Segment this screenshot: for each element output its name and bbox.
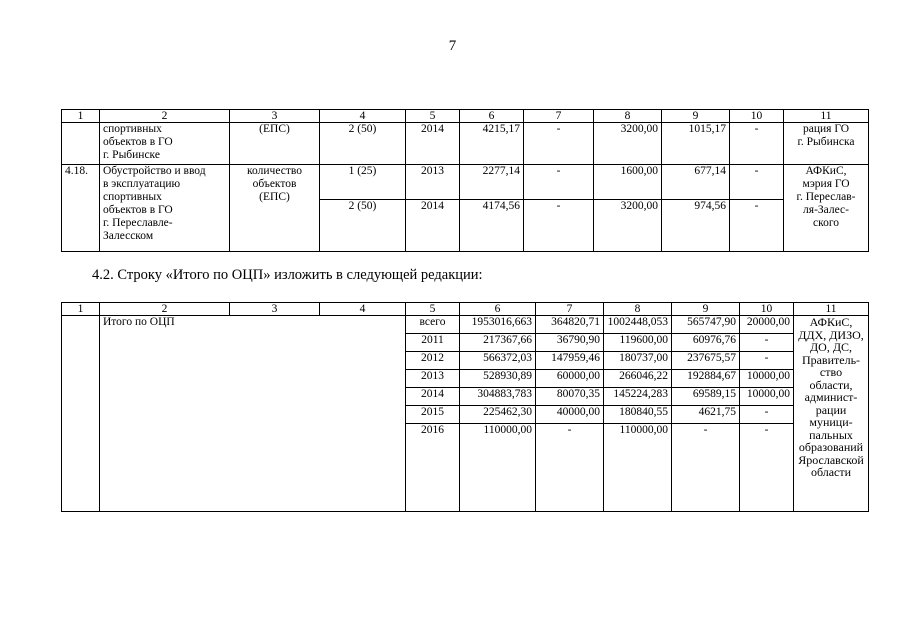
- other-cell: 10000,00: [740, 370, 794, 388]
- total-cell: 225462,30: [460, 406, 536, 424]
- municipal-cell: -: [672, 424, 740, 442]
- year-cell: 2015: [406, 406, 460, 424]
- header-cell: 11: [794, 303, 869, 316]
- municipal-cell: 974,56: [662, 200, 730, 252]
- header-cell: 2: [100, 303, 230, 316]
- regional-cell: 3200,00: [594, 123, 662, 165]
- municipal-cell: 60976,76: [672, 334, 740, 352]
- header-cell: 3: [230, 303, 320, 316]
- executor-cell: АФКиС, мэрия ГО г. Переслав- ля-Залес- ского: [784, 164, 869, 251]
- header-cell: 7: [536, 303, 604, 316]
- year-cell: 2014: [406, 123, 460, 165]
- table-header-row: [62, 110, 869, 123]
- federal-cell: -: [524, 200, 594, 252]
- municipal-cell: 677,14: [662, 164, 730, 200]
- row-number-cell: [62, 123, 100, 165]
- header-cell: 6: [460, 303, 536, 316]
- program-table-continuation: [61, 109, 869, 252]
- other-cell: -: [730, 164, 784, 200]
- other-cell: -: [740, 406, 794, 424]
- other-cell: -: [740, 334, 794, 352]
- other-cell: -: [740, 424, 794, 442]
- quantity-cell: 2 (50): [320, 123, 406, 165]
- total-label-cell: Итого по ОЦП: [100, 316, 406, 512]
- year-cell: 2012: [406, 352, 460, 370]
- header-cell: 9: [672, 303, 740, 316]
- header-cell: 7: [524, 110, 594, 123]
- federal-cell: 60000,00: [536, 370, 604, 388]
- year-cell: всего: [406, 316, 460, 334]
- table-row: [62, 164, 869, 200]
- regional-cell: 119600,00: [604, 334, 672, 352]
- total-cell: 4174,56: [460, 200, 524, 252]
- total-cell: 304883,783: [460, 388, 536, 406]
- year-cell: 2016: [406, 424, 460, 442]
- regional-cell: 1002448,053: [604, 316, 672, 334]
- quantity-cell: 2 (50): [320, 200, 406, 252]
- regional-cell: 3200,00: [594, 200, 662, 252]
- section-paragraph: 4.2. Строку «Итого по ОЦП» изложить в следующей редакции:: [92, 267, 483, 283]
- row-number-cell: 4.18.: [62, 164, 100, 251]
- municipal-cell: 565747,90: [672, 316, 740, 334]
- header-cell: 8: [604, 303, 672, 316]
- header-cell: 6: [460, 110, 524, 123]
- regional-cell: 180840,55: [604, 406, 672, 424]
- year-cell: 2014: [406, 388, 460, 406]
- other-cell: -: [730, 200, 784, 252]
- header-cell: 2: [100, 110, 230, 123]
- row-number-cell: [62, 316, 100, 512]
- other-cell: -: [740, 352, 794, 370]
- total-cell: 1953016,663: [460, 316, 536, 334]
- empty-cell: [536, 441, 604, 512]
- activity-name-cell: Обустройство и ввод в эксплуатацию спортивных объектов в ГО г. Переславле- Залесском: [100, 164, 230, 251]
- federal-cell: 147959,46: [536, 352, 604, 370]
- federal-cell: -: [524, 164, 594, 200]
- quantity-cell: 1 (25): [320, 164, 406, 200]
- empty-cell: [460, 441, 536, 512]
- header-cell: 10: [730, 110, 784, 123]
- table-header-row: [62, 303, 869, 316]
- total-cell: 2277,14: [460, 164, 524, 200]
- empty-cell: [740, 441, 794, 512]
- other-cell: 20000,00: [740, 316, 794, 334]
- municipal-cell: 1015,17: [662, 123, 730, 165]
- year-cell: 2013: [406, 370, 460, 388]
- other-cell: 10000,00: [740, 388, 794, 406]
- regional-cell: 110000,00: [604, 424, 672, 442]
- page-number: 7: [448, 38, 457, 54]
- federal-cell: 36790,90: [536, 334, 604, 352]
- header-cell: 4: [320, 110, 406, 123]
- activity-name-cell: спортивных объектов в ГО г. Рыбинске: [100, 123, 230, 165]
- year-cell: 2011: [406, 334, 460, 352]
- header-cell: 5: [406, 110, 460, 123]
- other-cell: -: [730, 123, 784, 165]
- table-row: [62, 316, 869, 334]
- executor-cell: рация ГО г. Рыбинска: [784, 123, 869, 165]
- empty-cell: [604, 441, 672, 512]
- year-cell: 2013: [406, 164, 460, 200]
- table-row: [62, 123, 869, 165]
- municipal-cell: 69589,15: [672, 388, 740, 406]
- regional-cell: 180737,00: [604, 352, 672, 370]
- executor-cell: АФКиС, ДДХ, ДИЗО, ДО, ДС, Правитель- ство области, админист- рации муници- пальных образований Ярославской области: [794, 316, 869, 512]
- municipal-cell: 4621,75: [672, 406, 740, 424]
- header-cell: 1: [62, 110, 100, 123]
- total-table: [61, 302, 869, 512]
- total-cell: 110000,00: [460, 424, 536, 442]
- total-cell: 217367,66: [460, 334, 536, 352]
- header-cell: 3: [230, 110, 320, 123]
- regional-cell: 266046,22: [604, 370, 672, 388]
- federal-cell: 80070,35: [536, 388, 604, 406]
- federal-cell: 40000,00: [536, 406, 604, 424]
- header-cell: 5: [406, 303, 460, 316]
- header-cell: 4: [320, 303, 406, 316]
- header-cell: 11: [784, 110, 869, 123]
- municipal-cell: 192884,67: [672, 370, 740, 388]
- unit-cell: (ЕПС): [230, 123, 320, 165]
- empty-cell: [672, 441, 740, 512]
- header-cell: 10: [740, 303, 794, 316]
- regional-cell: 1600,00: [594, 164, 662, 200]
- total-cell: 4215,17: [460, 123, 524, 165]
- header-cell: 8: [594, 110, 662, 123]
- header-cell: 1: [62, 303, 100, 316]
- regional-cell: 145224,283: [604, 388, 672, 406]
- header-cell: 9: [662, 110, 730, 123]
- unit-cell: количество объектов (ЕПС): [230, 164, 320, 251]
- federal-cell: 364820,71: [536, 316, 604, 334]
- year-cell: 2014: [406, 200, 460, 252]
- empty-cell: [406, 441, 460, 512]
- total-cell: 566372,03: [460, 352, 536, 370]
- federal-cell: -: [536, 424, 604, 442]
- total-cell: 528930,89: [460, 370, 536, 388]
- federal-cell: -: [524, 123, 594, 165]
- municipal-cell: 237675,57: [672, 352, 740, 370]
